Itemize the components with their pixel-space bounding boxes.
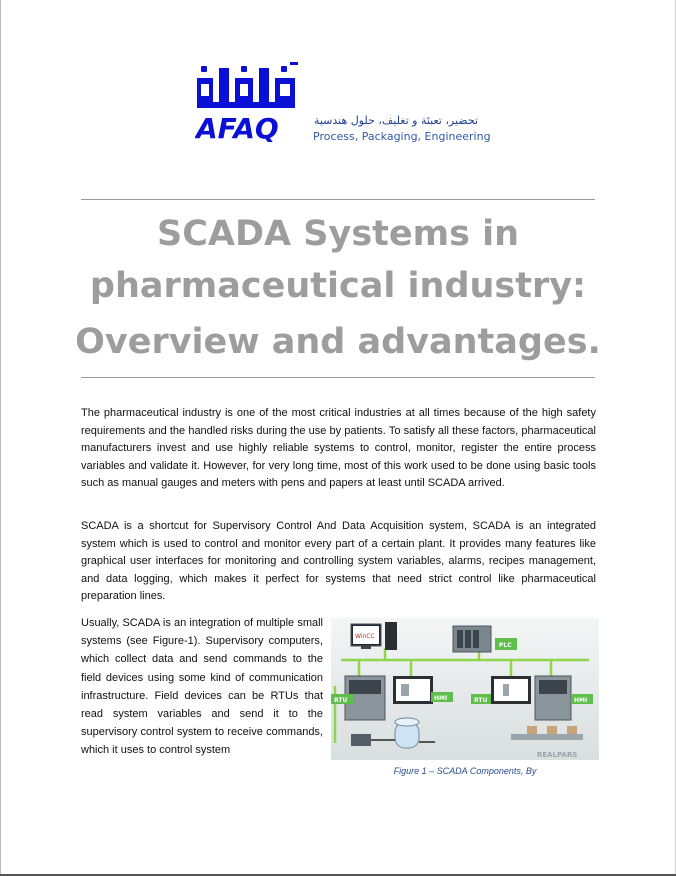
logo-arabic-tagline: تحضير، تعبئة و تغليف، حلول هندسية	[313, 114, 478, 127]
divider-line	[81, 377, 595, 378]
logo-english-tagline: Process, Packaging, Engineering	[313, 130, 491, 143]
rtu-label: RTU	[474, 697, 488, 704]
document-title	[60, 208, 616, 368]
figure-caption: Figure 1 – SCADA Components, By	[393, 766, 537, 776]
supervisory-computer-icon	[351, 622, 397, 650]
afaq-logo-mark	[195, 60, 300, 142]
rtu-label: RTU	[334, 697, 348, 704]
body-paragraph: Usually, SCADA is an integration of multiple small systems (see Figure-1). Supervisory computers, which collect data and send commands to the field devices using some kind of communication infrastructure. Field devices can be RTUs that read system variables and send it to the supervisory control system to receive commands, which it uses to control system	[81, 617, 323, 757]
figure-watermark: REALPARS	[537, 751, 578, 759]
plc-label: PLC	[499, 642, 512, 649]
title-line: SCADA Systems in	[156, 214, 520, 254]
hmi-label: HMI	[434, 695, 448, 702]
scada-diagram	[331, 618, 599, 760]
wincc-label: WinCC	[355, 633, 375, 640]
scada-components-figure	[331, 618, 599, 760]
body-paragraph: SCADA is a shortcut for Supervisory Control And Data Acquisition system, SCADA is an integrated system which is used to control and monitor every part of a certain plant. It provides many features like graphical user interfaces for monitoring and controlling system variables, alarms, recipes management, and data logging, which makes it perfect for systems that need strict control like pharmaceutical preparation lines.	[81, 520, 596, 603]
company-logo	[195, 60, 491, 146]
page-edge	[0, 0, 1, 876]
body-paragraph: The pharmaceutical industry is one of the most critical industries at all times because of the high safety requirements and the handled risks during the use by patients. To satisfy all these factors, pharmaceutical manufacturers invest and use highly reliable systems to control, monitor, register the entire process variables and validate it. However, for very long time, most of this work used to be done using basic tools such as manual gauges and meters with pens and papers at least until SCADA arrived.	[81, 407, 596, 490]
logo-brand-text: AFAQ	[196, 112, 279, 142]
hmi-label: HMI	[574, 697, 588, 704]
title-line: pharmaceutical industry:	[89, 266, 587, 306]
title-line: Overview and advantages.	[75, 322, 601, 362]
divider-line	[81, 199, 595, 200]
